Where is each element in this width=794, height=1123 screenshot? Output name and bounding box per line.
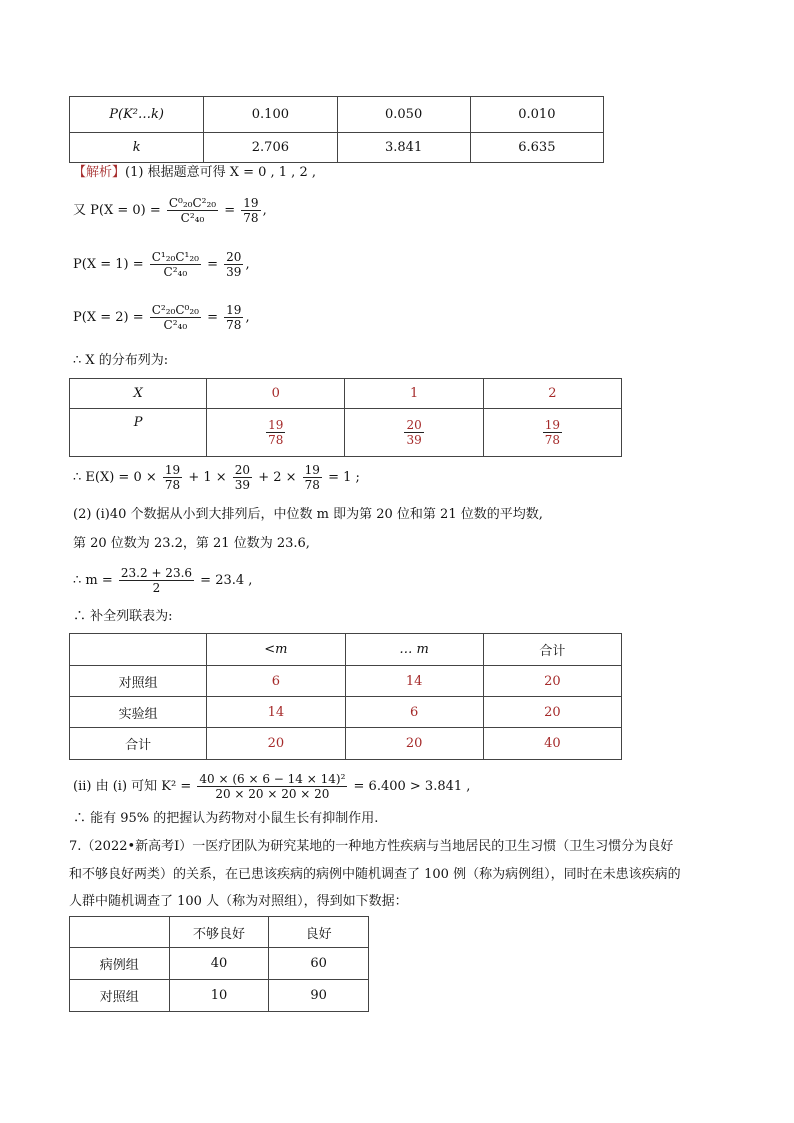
- formula-text: =: [224, 203, 236, 218]
- part2-line-2: 第 20 位数为 23.2，第 21 位数为 23.6,: [73, 536, 310, 551]
- formula-text: (ii) 由 (i) 可知 K² =: [73, 779, 192, 794]
- table-cell: 2.706: [204, 133, 337, 163]
- fraction-numerator: 19: [268, 418, 284, 432]
- table-cell: 10: [169, 980, 269, 1012]
- distribution-intro: ∴ X 的分布列为:: [73, 353, 169, 368]
- formula-p2: [73, 303, 250, 332]
- formula-median: [73, 566, 252, 595]
- table-cell: 6: [345, 697, 483, 728]
- fraction: [197, 772, 347, 801]
- table-cell: 良好: [269, 917, 369, 948]
- fraction: [150, 250, 201, 279]
- fraction-numerator: 20: [234, 463, 251, 477]
- fraction-denominator: 78: [243, 211, 259, 225]
- fraction-denominator: C²₄₀: [163, 265, 188, 279]
- formula-p1: [73, 250, 250, 279]
- fraction-numerator: 19: [226, 303, 242, 317]
- contingency-table: [69, 633, 622, 760]
- table-cell: 40: [483, 728, 621, 760]
- table-cell: 6: [207, 666, 345, 697]
- table-cell: 90: [269, 980, 369, 1012]
- critical-value-table: [69, 96, 604, 163]
- table-cell: 6.635: [470, 133, 603, 163]
- fraction-denominator: 78: [164, 478, 181, 492]
- formula-text: ,: [262, 203, 267, 218]
- formula-text: ,: [245, 310, 250, 325]
- table-cell: [70, 634, 207, 666]
- fraction: [119, 566, 194, 595]
- table-cell: 60: [269, 948, 369, 980]
- table-cell: 14: [207, 697, 345, 728]
- fraction-denominator: C²₄₀: [180, 211, 205, 225]
- table-cell: 14: [345, 666, 483, 697]
- fraction: [233, 463, 252, 492]
- table-cell: X: [70, 379, 207, 409]
- formula-text: ∴ E(X) = 0 ×: [73, 470, 157, 485]
- table-cell: 合计: [483, 634, 621, 666]
- formula-text: =: [207, 257, 219, 272]
- fraction-numerator: 20: [226, 250, 242, 264]
- formula-text: = 1 ;: [328, 470, 360, 485]
- formula-text: ∴ m =: [73, 573, 113, 588]
- formula-text: + 1 ×: [188, 470, 227, 485]
- table-cell: <m: [207, 634, 345, 666]
- table-cell: P: [70, 409, 207, 457]
- fraction-denominator: 2: [152, 581, 161, 595]
- fraction: [167, 196, 218, 225]
- fraction-numerator: 19: [164, 463, 181, 477]
- fraction: [163, 463, 182, 492]
- problem7-line-2: 和不够良好两类）的关系，在已患该疾病的病例中随机调查了 100 例（称为病例组），同时在未患该疾病的: [69, 867, 681, 882]
- fraction-numerator: 19: [243, 196, 259, 210]
- fraction-numerator: 40 × (6 × 6 − 14 × 14)²: [199, 772, 346, 786]
- table-cell: 2: [483, 379, 621, 409]
- conclusion: ∴ 能有 95% 的把握认为药物对小鼠生长有抑制作用.: [73, 811, 379, 826]
- formula-text: P(X = 2) =: [73, 310, 144, 325]
- table-cell: 0: [207, 379, 345, 409]
- table-cell: [483, 409, 621, 457]
- table-cell: 40: [169, 948, 269, 980]
- table-cell: 0.010: [470, 97, 603, 133]
- formula-k2: [73, 772, 470, 801]
- fraction-denominator: 39: [234, 478, 251, 492]
- fraction-denominator: 39: [226, 265, 242, 279]
- table-cell: P(K²…k): [70, 97, 204, 133]
- fraction-numerator: 20: [406, 418, 422, 432]
- table-cell: [207, 409, 345, 457]
- formula-text: P(X = 1) =: [73, 257, 144, 272]
- table-cell: [345, 409, 483, 457]
- fraction-denominator: 78: [304, 478, 320, 492]
- formula-text: =: [207, 310, 219, 325]
- formula-text: = 6.400 > 3.841 ,: [353, 779, 471, 794]
- table-cell: 0.050: [337, 97, 470, 133]
- table-cell: 不够良好: [169, 917, 269, 948]
- fraction-denominator: 20 × 20 × 20 × 20: [215, 787, 330, 801]
- fraction-denominator: 78: [268, 433, 284, 447]
- table-cell: 20: [207, 728, 345, 760]
- table-cell: 病例组: [70, 948, 170, 980]
- formula-text: 又 P(X = 0) =: [73, 203, 161, 218]
- table-cell: 3.841: [337, 133, 470, 163]
- part2-line-1: (2) (i)40 个数据从小到大排列后，中位数 m 即为第 20 位和第 21 位数的平均数,: [73, 507, 543, 522]
- fraction: [543, 418, 562, 447]
- table-cell: 实验组: [70, 697, 207, 728]
- contingency-intro: ∴ 补全列联表为:: [73, 609, 173, 624]
- fraction: [303, 463, 322, 492]
- table-cell: 0.100: [204, 97, 337, 133]
- fraction-denominator: 78: [544, 433, 560, 447]
- fraction: [150, 303, 201, 332]
- table-cell: 20: [483, 697, 621, 728]
- formula-p0: [73, 196, 267, 225]
- table-cell: 合计: [70, 728, 207, 760]
- fraction: [404, 418, 423, 447]
- problem7-line-3: 人群中随机调查了 100 人（称为对照组），得到如下数据：: [69, 894, 408, 909]
- solution-tag: 【解析】: [73, 165, 126, 180]
- formula-text: ,: [245, 257, 250, 272]
- table-cell: … m: [345, 634, 483, 666]
- table-cell: 1: [345, 379, 483, 409]
- fraction-denominator: 39: [406, 433, 422, 447]
- fraction-numerator: C¹₂₀C¹₂₀: [151, 250, 199, 264]
- table-cell: k: [70, 133, 204, 163]
- fraction-numerator: 19: [544, 418, 560, 432]
- solution-line-1: [73, 164, 316, 182]
- formula-text: = 23.4 ,: [200, 573, 253, 588]
- table-cell: 对照组: [70, 980, 170, 1012]
- problem7-line-1: 7.（2022•新高考Ⅰ）一医疗团队为研究某地的一种地方性疾病与当地居民的卫生习惯（卫生习惯分为良好: [69, 839, 674, 854]
- fraction: [266, 418, 285, 447]
- table-cell: 20: [345, 728, 483, 760]
- formula-text: + 2 ×: [258, 470, 297, 485]
- fraction: [224, 250, 243, 279]
- table-cell: [70, 917, 170, 948]
- solution-part1-text: (1) 根据题意可得 X = 0 , 1 , 2 ,: [125, 165, 316, 180]
- fraction-denominator: 78: [226, 318, 242, 332]
- formula-expectation: [73, 463, 360, 492]
- distribution-table: [69, 378, 622, 457]
- table-cell: 对照组: [70, 666, 207, 697]
- fraction-numerator: 23.2 + 23.6: [120, 566, 193, 580]
- fraction-numerator: C²₂₀C⁰₂₀: [151, 303, 199, 317]
- fraction-numerator: C⁰₂₀C²₂₀: [168, 196, 217, 210]
- fraction-denominator: C²₄₀: [163, 318, 188, 332]
- problem7-table: [69, 916, 369, 1012]
- table-cell: 20: [483, 666, 621, 697]
- fraction: [224, 303, 243, 332]
- fraction: [241, 196, 260, 225]
- fraction-numerator: 19: [304, 463, 320, 477]
